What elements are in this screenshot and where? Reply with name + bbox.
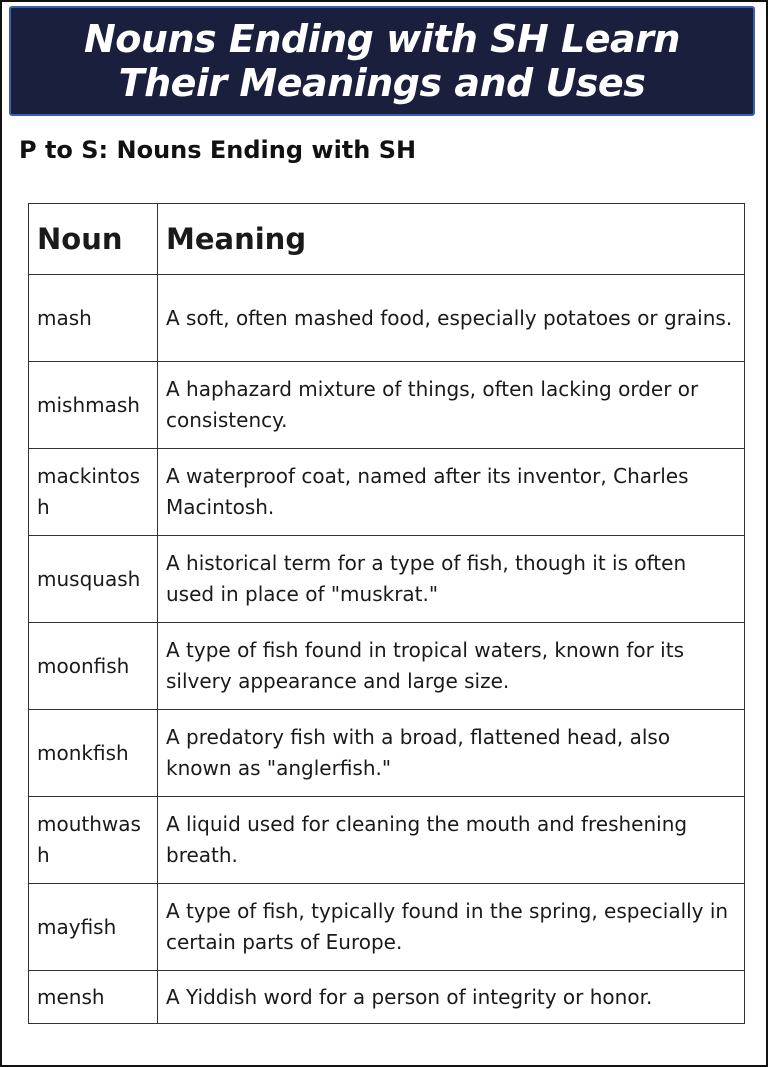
header-noun: Noun [29,204,158,275]
title-banner [9,6,755,116]
table-row [29,449,745,536]
table-row [29,623,745,710]
noun-cell: mensh [29,971,158,1024]
table-row [29,362,745,449]
noun-cell: monkfish [29,710,158,797]
noun-cell: mash [29,275,158,362]
noun-cell: moonfish [29,623,158,710]
noun-cell: musquash [29,536,158,623]
table-row [29,275,745,362]
noun-cell: mouthwash [29,797,158,884]
table-row [29,536,745,623]
nouns-table [28,203,745,1024]
noun-cell: mackintosh [29,449,158,536]
meaning-cell: A liquid used for cleaning the mouth and freshening breath. [158,797,745,884]
meaning-cell: A soft, often mashed food, especially potatoes or grains. [158,275,745,362]
meaning-cell: A Yiddish word for a person of integrity or honor. [158,971,745,1024]
meaning-cell: A historical term for a type of fish, though it is often used in place of "muskrat." [158,536,745,623]
meaning-cell: A predatory fish with a broad, flattened head, also known as "anglerfish." [158,710,745,797]
table-row [29,710,745,797]
section-subtitle: P to S: Nouns Ending with SH [19,136,417,164]
table-row [29,797,745,884]
banner-title-line-2: Their Meanings and Uses [118,61,646,105]
meaning-cell: A type of fish found in tropical waters, known for its silvery appearance and large size. [158,623,745,710]
banner-title-line-1: Nouns Ending with SH Learn [84,17,680,61]
table-header-row [29,204,745,275]
meaning-cell: A type of fish, typically found in the spring, especially in certain parts of Europe. [158,884,745,971]
table-row [29,971,745,1024]
header-meaning: Meaning [158,204,745,275]
meaning-cell: A haphazard mixture of things, often lacking order or consistency. [158,362,745,449]
noun-cell: mishmash [29,362,158,449]
noun-cell: mayfish [29,884,158,971]
meaning-cell: A waterproof coat, named after its inventor, Charles Macintosh. [158,449,745,536]
table-row [29,884,745,971]
